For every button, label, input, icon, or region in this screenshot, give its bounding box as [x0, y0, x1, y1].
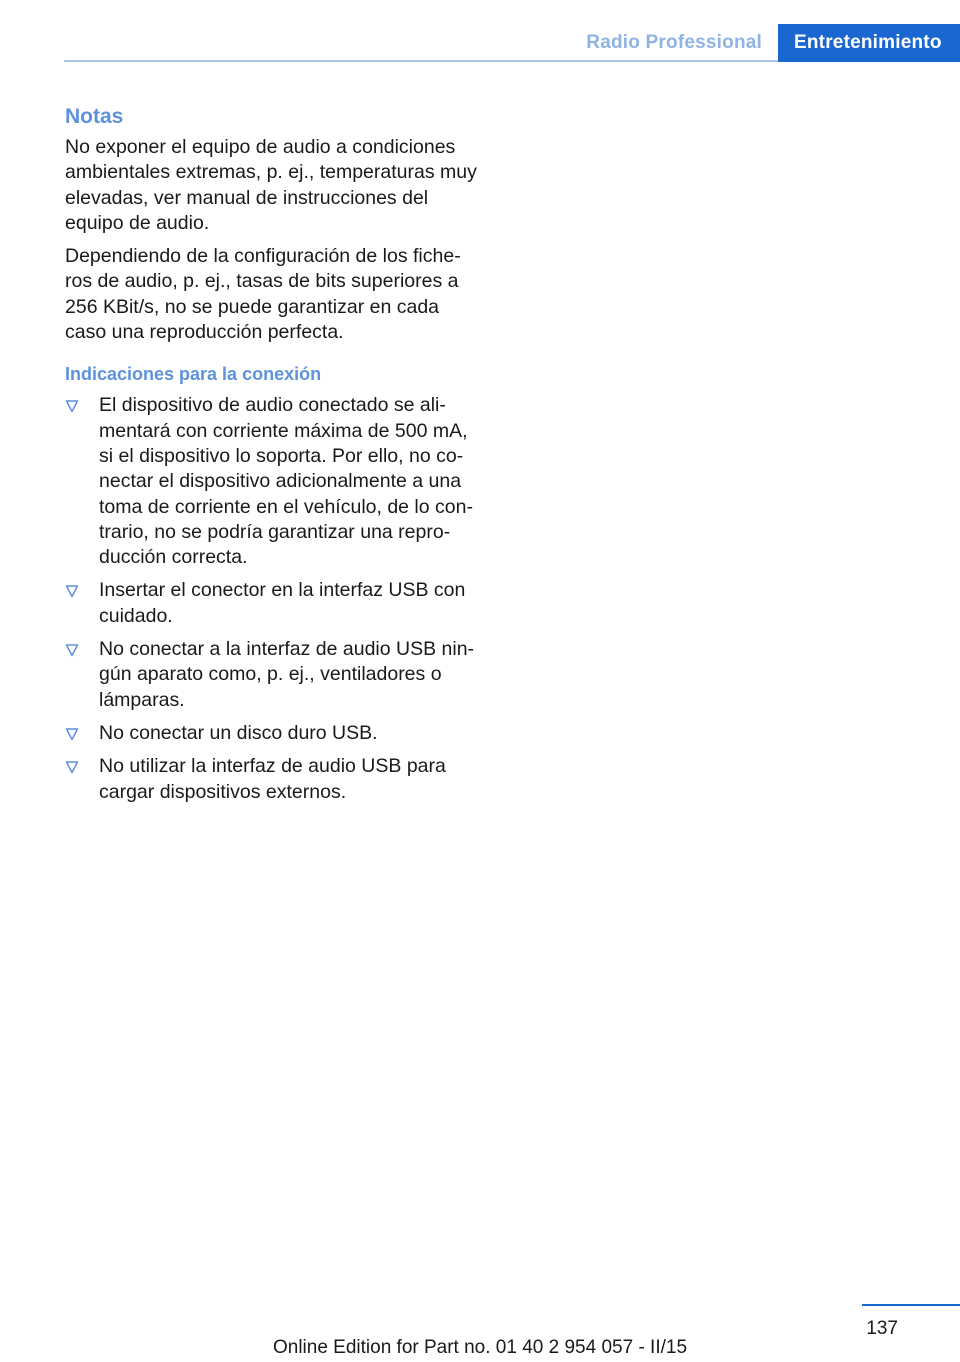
list-item-text: No utilizar la interfaz de audio USB para cargar dispositivos externos. [99, 755, 446, 803]
footer-rule [862, 1304, 960, 1306]
list-item [65, 754, 483, 805]
notes-section [65, 103, 483, 345]
list-item [65, 393, 483, 570]
list-item [65, 721, 483, 746]
connection-section [65, 361, 483, 804]
notes-paragraph: No exponer el equipo de audio a condiciones ambientales extremas, p. ej., temperaturas muy elevadas, ver manual de instrucciones del equipo de audio. [65, 136, 477, 234]
list-item [65, 637, 483, 713]
main-content [65, 103, 483, 813]
list-item-text: Insertar el conector en la interfaz USB con cuidado. [99, 579, 466, 627]
triangle-down-outline-icon [65, 727, 79, 741]
triangle-down-outline-icon [65, 643, 79, 657]
connection-list [65, 393, 483, 804]
triangle-down-outline-icon [65, 584, 79, 598]
page-number: 137 [866, 1318, 898, 1339]
chapter-label: Entretenimiento [778, 24, 960, 62]
connection-title: Indicaciones para la conexión [65, 364, 322, 385]
list-item-text: No conectar a la interfaz de audio USB nin‐gún aparato como, p. ej., ventiladores o lámparas. [99, 638, 475, 711]
page-header [64, 24, 960, 62]
list-item [65, 578, 483, 629]
footer-edition: Online Edition for Part no. 01 40 2 954 057 - II/15 [272, 1337, 688, 1358]
list-item-text: El dispositivo de audio conectado se ali‐mentará con corriente máxima de 500 mA, si el dispositivo lo soporta. Por ello, no co‐nectar el dispositivo adicionalmente a una toma de corriente en el vehículo, de lo con‐trario, no se podría garantizar una repro‐ducción correcta. [99, 394, 473, 569]
notes-title: Notas [65, 105, 124, 128]
header-tabs [570, 24, 960, 62]
notes-paragraph: Dependiendo de la configuración de los fiche‐ros de audio, p. ej., tasas de bits superiores a 256 KBit/s, no se puede garantizar en cada caso una reproducción perfecta. [65, 245, 461, 344]
section-label: Radio Professional [586, 32, 762, 53]
list-item-text: No conectar un disco duro USB. [99, 721, 378, 744]
triangle-down-outline-icon [65, 399, 79, 413]
triangle-down-outline-icon [65, 760, 79, 774]
